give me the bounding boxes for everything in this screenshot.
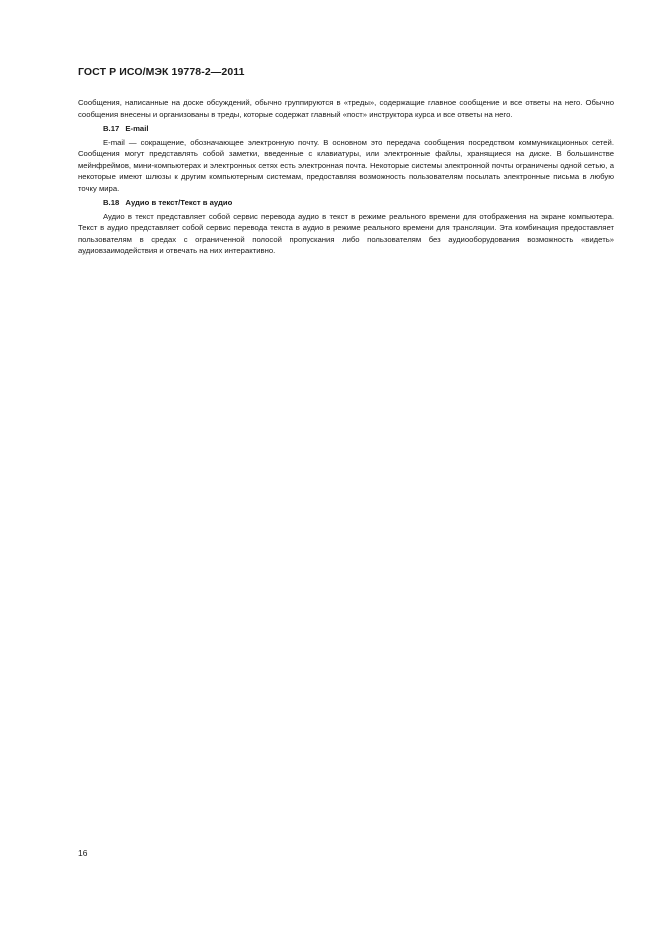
section-b17-heading — [78, 123, 614, 135]
intro-paragraph: Сообщения, написанные на доске обсуждений, обычно группируются в «треды», содержащие главное сообщение и все ответы на него. Обычно сообщения внесены и организованы в треды, которые содержат главный «пост» инструктора курса и все ответы на него. — [78, 98, 614, 119]
section-b18-title: Аудио в текст/Текст в аудио — [125, 198, 233, 207]
page-number: 16 — [78, 848, 88, 858]
section-b17-title: E-mail — [125, 124, 149, 133]
document-header-title: ГОСТ Р ИСО/МЭК 19778-2—2011 — [78, 66, 245, 78]
section-b18-number: В.18 — [103, 198, 120, 207]
section-b17-number: В.17 — [103, 124, 120, 133]
section-b18-paragraph: Аудио в текст представляет собой сервис перевода аудио в текст в режиме реального времени для отображения на экране компьютера. Текст в аудио представляет собой сервис перевода текста в аудио в режиме реального времени для трансляции. Эта комбинация предоставляет пользователям в средах с ограниченной полосой пропускания либо пользователям без аудиооборудования возможность «видеть» аудиовзаимодействия и отвечать на них интерактивно. — [78, 211, 614, 255]
document-body — [78, 97, 614, 257]
section-b17-paragraph: E-mail — сокращение, обозначающее электронную почту. В основном это передача сообщения посредством коммуникационных сетей. Сообщения могут представлять собой заметки, введенные с клавиатуры, или электронные файлы, хранящиеся на диске. В большинстве мейнфреймов, мини-компьютерах и электронных сетях есть электронная почта. Некоторые системы электронной почты ограничены одной сетью, а некоторые имеют шлюзы к другим компьютерным системам, предоставляя возможность пользователям посылать электронные письма в любую точку мира. — [78, 137, 614, 193]
section-b18-heading — [78, 197, 614, 209]
